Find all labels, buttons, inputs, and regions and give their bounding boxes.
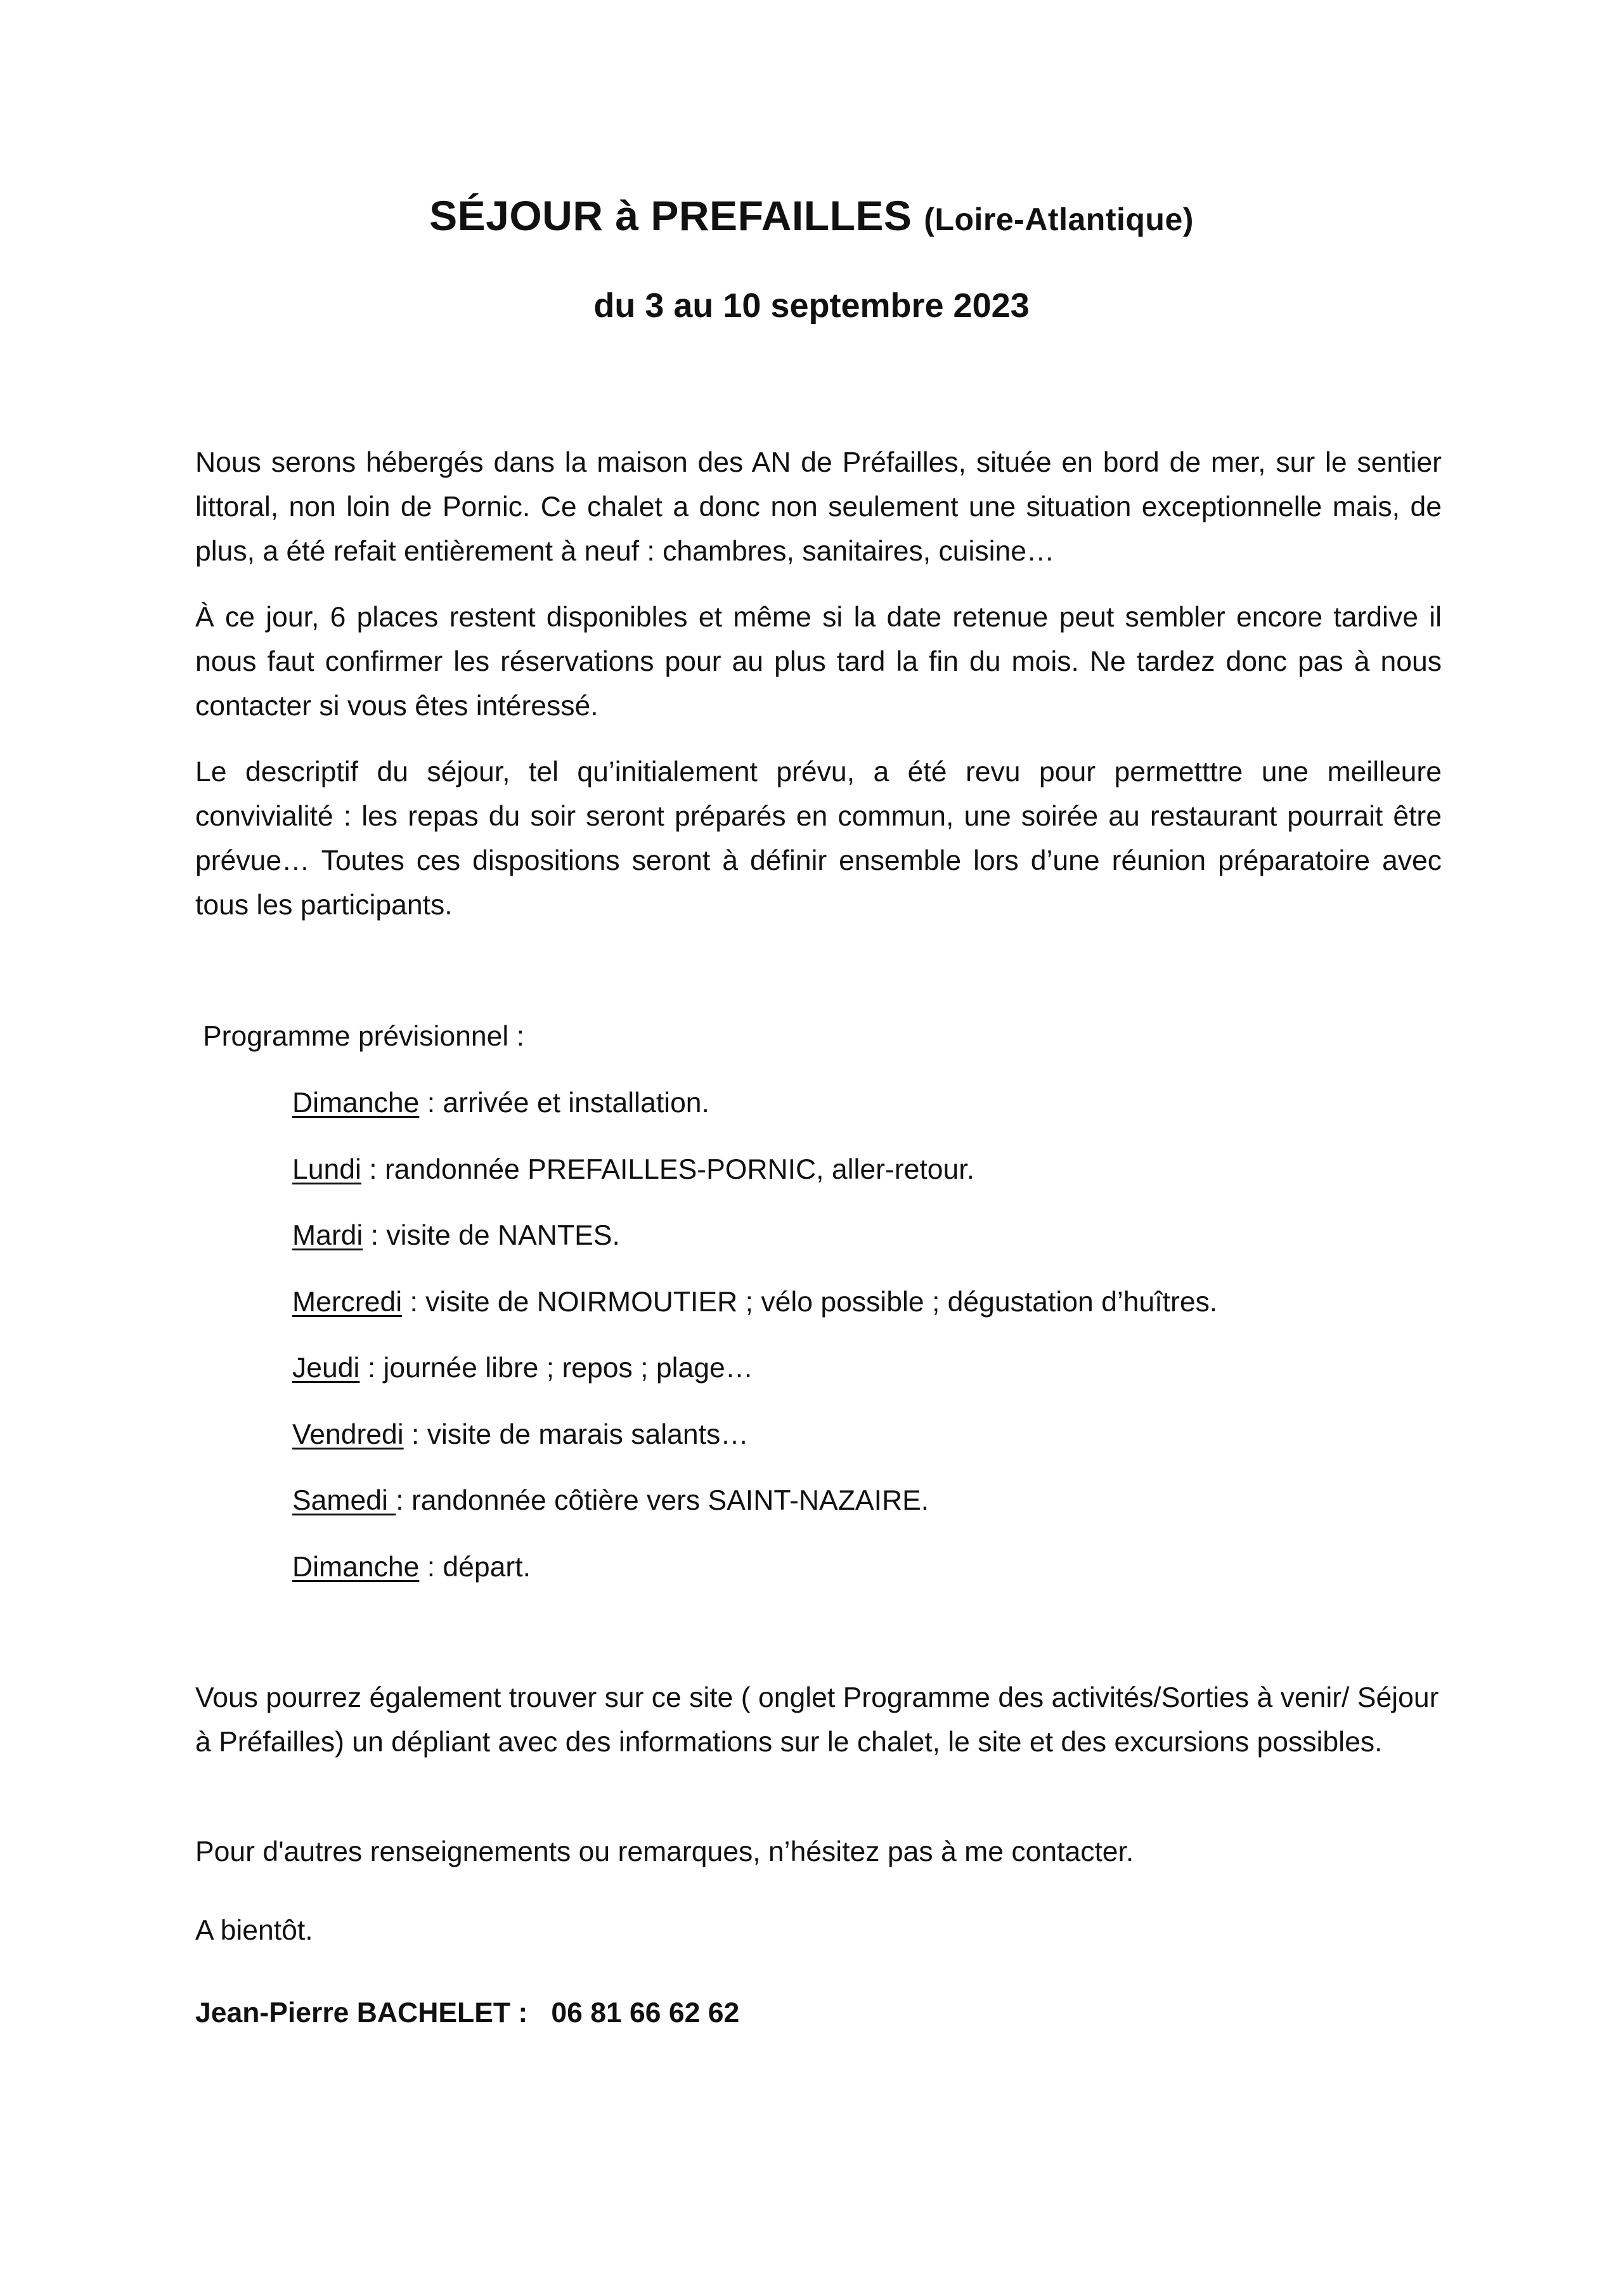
paragraph-availability: À ce jour, 6 places restent disponibles et même si la date retenue peut sembler encore tardive il nous faut confirmer les réservations pour au plus tard la fin du mois. Ne tardez donc pas à nous contacter si vous êtes intéressé.	[195, 602, 1442, 722]
program-activity: : départ.	[419, 1551, 531, 1583]
program-heading: Programme prévisionnel :	[203, 1021, 525, 1052]
program-activity: : visite de NANTES.	[363, 1220, 620, 1251]
program-item-monday	[292, 1148, 1433, 1192]
program-item-wednesday	[292, 1280, 1433, 1325]
title-main: SÉJOUR à PREFAILLES	[429, 192, 912, 239]
program-day: Mardi	[292, 1220, 363, 1251]
program-day: Lundi	[292, 1153, 361, 1185]
program-item-saturday	[292, 1479, 1433, 1523]
program-activity: : arrivée et installation.	[419, 1087, 709, 1119]
paragraph-website-info: Vous pourrez également trouver sur ce site ( onglet Programme des activités/Sorties à venir/ Séjour à Préfailles) un dépliant avec des informations sur le chalet, le site et des excursions possibles.	[195, 1682, 1439, 1758]
program-item-sunday-arrival	[292, 1081, 1433, 1125]
program-item-sunday-departure	[292, 1545, 1433, 1590]
program-activity: : randonnée côtière vers SAINT-NAZAIRE.	[396, 1485, 929, 1516]
program-list	[292, 1081, 1433, 1611]
program-activity: : visite de NOIRMOUTIER ; vélo possible ; dégustation d’huîtres.	[402, 1286, 1218, 1318]
program-item-tuesday	[292, 1214, 1433, 1258]
program-day: Samedi	[292, 1485, 396, 1516]
signature-contact: Jean-Pierre BACHELET : 06 81 66 62 62	[195, 1997, 740, 2028]
document-title	[0, 187, 1623, 248]
program-activity: : visite de marais salants…	[403, 1418, 749, 1450]
paragraph-farewell: A bientôt.	[195, 1915, 313, 1946]
program-day: Vendredi	[292, 1418, 404, 1450]
program-day: Mercredi	[292, 1286, 403, 1318]
program-activity: : journée libre ; repos ; plage…	[359, 1352, 754, 1384]
stay-dates: du 3 au 10 septembre 2023	[593, 287, 1030, 325]
paragraph-description: Le descriptif du séjour, tel qu’initialement prévu, a été revu pour permetttre une meilleure convivialité : les repas du soir seront préparés en commun, une soirée au restaurant pourrait être prévue… Toutes ces dispositions seront à définir ensemble lors d’une réunion préparatoire avec tous les participants.	[195, 756, 1442, 921]
paragraph-contact: Pour d'autres renseignements ou remarques, n’hésitez pas à me contacter.	[195, 1836, 1134, 1867]
title-subtitle: (Loire-Atlantique)	[924, 202, 1194, 237]
paragraph-accommodation: Nous serons hébergés dans la maison des AN de Préfailles, située en bord de mer, sur le sentier littoral, non loin de Pornic. Ce chalet a donc non seulement une situation exceptionnelle mais, de plus, a été refait entièrement à neuf : chambres, sanitaires, cuisine…	[195, 447, 1442, 567]
program-day: Jeudi	[292, 1352, 360, 1384]
program-item-thursday	[292, 1346, 1433, 1391]
program-activity: : randonnée PREFAILLES-PORNIC, aller-retour.	[361, 1153, 974, 1185]
program-day: Dimanche	[292, 1087, 420, 1119]
program-item-friday	[292, 1413, 1433, 1457]
program-day: Dimanche	[292, 1551, 420, 1583]
